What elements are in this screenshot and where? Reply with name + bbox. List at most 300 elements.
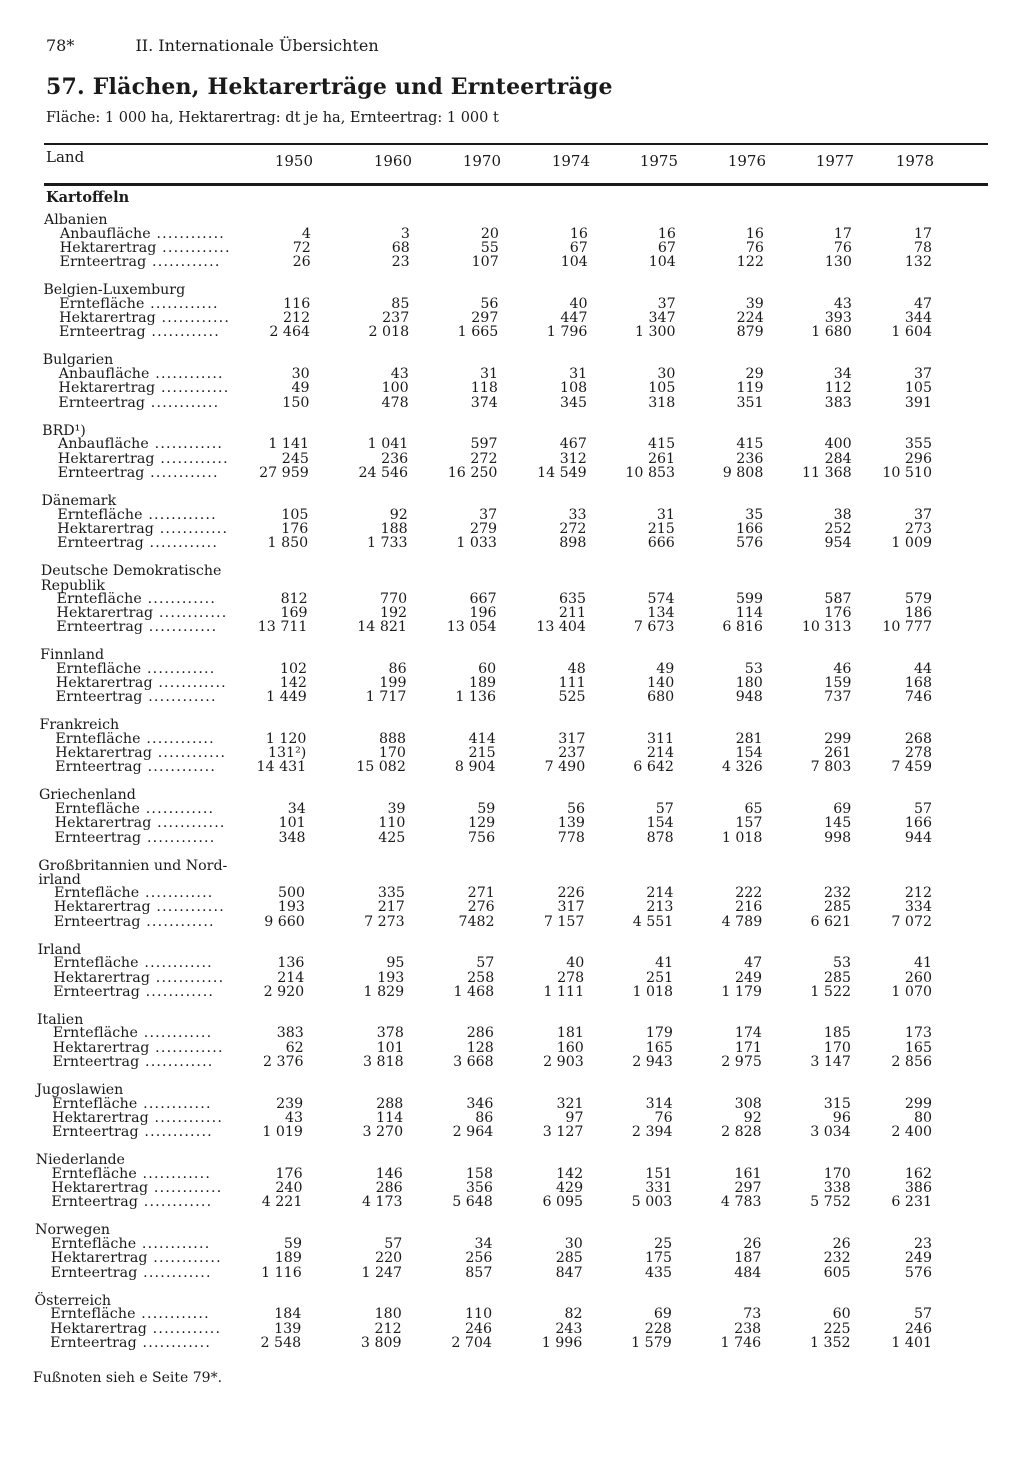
- table-cell: 102: [279, 660, 308, 677]
- table-cell: 500: [277, 885, 306, 902]
- leader-dots: ............: [148, 436, 224, 453]
- table-cell: 1 796: [546, 324, 588, 341]
- leader-dots: ............: [142, 689, 217, 706]
- measure-label-text: Erntefläche: [56, 660, 142, 677]
- table-cell: 110: [465, 1306, 493, 1323]
- year-column-header: 1975: [639, 152, 678, 170]
- country-name: Griechenland: [38, 787, 136, 804]
- table-cell: 37: [657, 295, 676, 312]
- table-cell: 151: [645, 1165, 673, 1182]
- leader-dots: ............: [136, 1165, 212, 1182]
- table-cell: 175: [644, 1250, 673, 1267]
- table-cell: 131²): [267, 745, 307, 762]
- measure-label-text: Hektarertrag: [59, 239, 157, 256]
- table-cell: 7 673: [633, 618, 675, 635]
- table-row: [0, 985, 1024, 1000]
- units-line: Fläche: 1 000 ha, Hektarertrag: dt je ha, Ernteertrag: 1 000 t: [46, 110, 499, 126]
- table-cell: 6 231: [891, 1194, 932, 1211]
- table-cell: 7 803: [810, 759, 852, 776]
- table-cell: 478: [381, 394, 409, 411]
- table-cell: 107: [471, 254, 499, 271]
- leader-dots: ............: [156, 239, 231, 256]
- table-cell: 60: [832, 1306, 851, 1323]
- table-cell: 114: [735, 604, 763, 621]
- table-cell: 176: [824, 604, 852, 621]
- table-cell: 196: [469, 604, 497, 621]
- table-cell: 2 548: [260, 1334, 302, 1351]
- leader-dots: ............: [149, 366, 224, 383]
- table-cell: 2 704: [451, 1334, 492, 1351]
- table-cell: 67: [569, 239, 588, 256]
- table-cell: 31: [656, 506, 675, 523]
- table-cell: 165: [904, 1039, 932, 1056]
- table-cell: 345: [559, 394, 588, 411]
- measure-label-text: Ernteertrag: [50, 1264, 138, 1281]
- table-cell: 1 680: [811, 324, 852, 341]
- measure-label-text: Ernteertrag: [57, 535, 144, 552]
- table-cell: 39: [387, 801, 406, 818]
- table-cell: 311: [646, 730, 675, 747]
- table-cell: 189: [274, 1250, 302, 1267]
- table-cell: 1 179: [721, 983, 763, 1000]
- table-cell: 165: [645, 1039, 673, 1056]
- country-name: Österreich: [34, 1292, 112, 1309]
- table-cell: 69: [833, 801, 852, 818]
- table-cell: 348: [278, 829, 306, 846]
- table-row: [0, 690, 1024, 705]
- measure-label: [52, 1125, 213, 1140]
- leader-dots: ............: [143, 535, 219, 552]
- table-cell: 251: [646, 969, 674, 986]
- table-cell: 272: [559, 520, 587, 537]
- leader-dots: ............: [141, 759, 217, 776]
- table-cell: 166: [904, 815, 932, 832]
- table-cell: 7 072: [891, 913, 932, 930]
- table-cell: 435: [644, 1264, 673, 1281]
- table-cell: 7482: [458, 913, 495, 930]
- country-name: Norwegen: [35, 1222, 111, 1239]
- table-cell: 232: [823, 1250, 851, 1267]
- table-cell: 212: [283, 310, 311, 327]
- table-cell: 391: [904, 394, 932, 411]
- country-name: Finnland: [40, 646, 105, 663]
- table-cell: 667: [469, 590, 497, 607]
- measure-label-text: Hektarertrag: [57, 450, 155, 467]
- table-cell: 5 648: [452, 1194, 493, 1211]
- table-cell: 140: [647, 674, 675, 691]
- measure-label-text: Hektarertrag: [59, 310, 156, 327]
- country-name: Frankreich: [39, 717, 120, 734]
- table-cell: 378: [376, 1025, 404, 1042]
- table-row: [0, 915, 1024, 930]
- table-cell: 130: [824, 254, 852, 271]
- table-cell: 232: [824, 885, 852, 902]
- table-cell: 3 818: [363, 1053, 404, 1070]
- table-cell: 243: [555, 1320, 583, 1337]
- table-cell: 346: [466, 1095, 494, 1112]
- measure-label-text: Hektarertrag: [56, 604, 154, 621]
- measure-label-text: Erntefläche: [52, 1025, 139, 1042]
- measure-label: [53, 1055, 214, 1070]
- table-cell: 170: [378, 745, 406, 762]
- leader-dots: ............: [148, 1180, 223, 1197]
- table-cell: 3 809: [360, 1334, 402, 1351]
- table-cell: 312: [559, 450, 587, 467]
- table-row: [0, 1336, 1024, 1351]
- table-cell: 215: [647, 520, 675, 537]
- leader-dots: ............: [142, 506, 217, 523]
- table-cell: 605: [823, 1264, 851, 1281]
- measure-label-text: Erntefläche: [52, 1095, 138, 1112]
- measure-label-text: Ernteertrag: [55, 759, 142, 776]
- table-cell: 261: [824, 745, 852, 762]
- table-cell: 150: [282, 394, 310, 411]
- table-cell: 746: [904, 689, 932, 706]
- measure-label-text: Hektarertrag: [55, 745, 153, 762]
- table-cell: 2 856: [891, 1053, 932, 1070]
- table-cell: 16: [569, 225, 588, 242]
- table-cell: 525: [558, 689, 586, 706]
- table-cell: 217: [377, 899, 405, 916]
- table-cell: 69: [653, 1306, 672, 1323]
- table-cell: 238: [734, 1320, 762, 1337]
- table-cell: 189: [468, 674, 497, 691]
- table-cell: 258: [467, 969, 495, 986]
- table-cell: 2 964: [452, 1124, 494, 1141]
- table-cell: 228: [644, 1320, 672, 1337]
- table-cell: 10 777: [882, 618, 932, 635]
- country-name: Dänemark: [41, 492, 117, 509]
- table-cell: 1 746: [720, 1334, 762, 1351]
- table-cell: 180: [735, 674, 763, 691]
- table-cell: 954: [824, 535, 852, 552]
- table-cell: 37: [479, 506, 498, 523]
- country-name: Italien: [36, 1011, 84, 1028]
- table-cell: 57: [476, 955, 495, 972]
- table-cell: 2 018: [368, 324, 410, 341]
- measure-label-text: Hektarertrag: [52, 1109, 149, 1126]
- table-cell: 1 579: [631, 1334, 672, 1351]
- table-cell: 104: [648, 254, 676, 271]
- table-cell: 576: [904, 1264, 932, 1281]
- measure-label-text: Hektarertrag: [50, 1320, 147, 1337]
- table-cell: 7 273: [364, 913, 405, 930]
- leader-dots: ............: [136, 1236, 211, 1253]
- leader-dots: ............: [149, 1039, 224, 1056]
- table-cell: 888: [378, 730, 407, 747]
- measure-label: [51, 1195, 212, 1210]
- leader-dots: ............: [140, 801, 215, 818]
- table-cell: 1 070: [891, 983, 932, 1000]
- table-cell: 3: [400, 225, 410, 242]
- table-cell: 154: [646, 815, 674, 832]
- table-cell: 249: [904, 1250, 932, 1267]
- table-row: [0, 466, 1024, 481]
- table-cell: 162: [904, 1165, 932, 1182]
- table-cell: 59: [283, 1236, 302, 1253]
- measure-label: [51, 1266, 212, 1281]
- table-cell: 414: [468, 730, 496, 747]
- leader-dots: ............: [137, 1095, 212, 1112]
- table-cell: 260: [904, 969, 932, 986]
- leader-dots: ............: [139, 1053, 214, 1070]
- table-cell: 57: [913, 801, 932, 818]
- leader-dots: ............: [155, 310, 231, 327]
- country-name: Großbritannien und Nord- irland: [38, 857, 228, 889]
- table-cell: 72: [292, 239, 311, 256]
- measure-label-text: Hektarertrag: [52, 1039, 150, 1056]
- table-cell: 82: [564, 1306, 583, 1323]
- table-cell: 331: [645, 1180, 673, 1197]
- table-cell: 30: [291, 366, 310, 383]
- table-cell: 383: [276, 1025, 304, 1042]
- table-cell: 1 468: [453, 983, 495, 1000]
- table-cell: 86: [388, 660, 407, 677]
- table-cell: 2 828: [721, 1124, 762, 1141]
- table-cell: 187: [734, 1250, 762, 1267]
- table-cell: 1 041: [367, 436, 409, 453]
- leader-dots: ............: [146, 254, 221, 271]
- table-cell: 1 829: [363, 983, 405, 1000]
- table-cell: 14 549: [537, 464, 587, 481]
- table-cell: 92: [743, 1109, 762, 1126]
- measure-label-text: Erntefläche: [55, 730, 141, 747]
- table-cell: 10 853: [625, 464, 676, 481]
- table-cell: 23: [391, 254, 410, 271]
- measure-label-text: Erntefläche: [50, 1236, 137, 1253]
- leader-dots: ............: [141, 590, 217, 607]
- table-cell: 6 095: [542, 1194, 584, 1211]
- table-cell: 447: [560, 310, 588, 327]
- measure-label-text: Erntefläche: [53, 955, 139, 972]
- measure-label-text: Hektarertrag: [54, 815, 152, 832]
- table-cell: 1 033: [456, 535, 497, 552]
- measure-label-text: Ernteertrag: [52, 1053, 140, 1070]
- leader-dots: ............: [140, 913, 215, 930]
- table-cell: 56: [566, 801, 586, 818]
- table-cell: 185: [823, 1025, 851, 1042]
- table-cell: 2 943: [632, 1053, 673, 1070]
- table-cell: 26: [832, 1236, 851, 1253]
- table-cell: 635: [559, 590, 587, 607]
- table-cell: 181: [556, 1025, 584, 1042]
- table-cell: 857: [465, 1264, 493, 1281]
- table-cell: 78: [913, 239, 932, 256]
- table-cell: 114: [376, 1109, 404, 1126]
- leader-dots: ............: [144, 464, 219, 481]
- table-cell: 199: [379, 674, 407, 691]
- table-cell: 281: [735, 730, 763, 747]
- table-cell: 192: [379, 604, 408, 621]
- measure-label: [59, 325, 220, 340]
- table-cell: 5 752: [810, 1194, 851, 1211]
- measure-label-text: Erntefläche: [59, 295, 145, 312]
- year-column-header: 1978: [895, 152, 934, 170]
- leader-dots: ............: [150, 225, 225, 242]
- table-cell: 1 352: [809, 1334, 851, 1351]
- table-cell: 100: [381, 380, 409, 397]
- measure-label: [54, 915, 215, 930]
- table-cell: 338: [823, 1180, 851, 1197]
- country-name: Deutsche Demokratische Republik: [40, 563, 222, 594]
- table-cell: 101: [376, 1039, 404, 1056]
- table-cell: 2 400: [891, 1124, 932, 1141]
- table-cell: 31: [479, 366, 499, 383]
- table-cell: 62: [285, 1039, 304, 1056]
- table-cell: 3 668: [453, 1053, 494, 1070]
- table-cell: 216: [735, 899, 763, 916]
- table-cell: 2 975: [721, 1053, 762, 1070]
- table-row: [0, 1055, 1024, 1070]
- table-cell: 122: [736, 254, 764, 271]
- table-cell: 13 054: [446, 618, 497, 635]
- table-cell: 108: [560, 380, 588, 397]
- table-cell: 318: [648, 394, 676, 411]
- table-cell: 261: [648, 450, 676, 467]
- table-cell: 139: [557, 815, 585, 832]
- table-cell: 1 247: [361, 1264, 403, 1281]
- table-cell: 5 003: [631, 1194, 673, 1211]
- table-cell: 145: [824, 815, 852, 832]
- measure-label-text: Ernteertrag: [51, 1194, 139, 1211]
- table-cell: 211: [558, 604, 587, 621]
- table-cell: 278: [557, 969, 585, 986]
- table-cell: 34: [474, 1236, 493, 1253]
- table-cell: 101: [278, 815, 306, 832]
- table-row: [0, 620, 1024, 635]
- table-cell: 214: [646, 885, 674, 902]
- table-cell: 237: [382, 310, 410, 327]
- table-cell: 67: [657, 239, 676, 256]
- table-cell: 383: [824, 394, 852, 411]
- leader-dots: ............: [151, 815, 226, 832]
- table-cell: 85: [391, 295, 410, 312]
- table-cell: 296: [904, 450, 932, 467]
- measure-label-text: Ernteertrag: [53, 913, 141, 930]
- table-cell: 26: [743, 1236, 762, 1253]
- table-cell: 34: [833, 366, 852, 383]
- table-cell: 176: [281, 520, 309, 537]
- table-cell: 4 173: [361, 1194, 403, 1211]
- table-cell: 3 147: [810, 1053, 851, 1070]
- table-cell: 53: [833, 955, 852, 972]
- leader-dots: ............: [139, 983, 215, 1000]
- measure-label: [56, 690, 217, 705]
- table-cell: 315: [823, 1095, 851, 1112]
- table-cell: 184: [274, 1306, 302, 1323]
- table-cell: 119: [736, 380, 764, 397]
- table-cell: 425: [378, 829, 406, 846]
- measure-label-text: Anbaufläche: [59, 225, 151, 242]
- table-cell: 355: [904, 436, 932, 453]
- measure-label: [50, 1336, 211, 1351]
- country-name: Bulgarien: [42, 352, 114, 369]
- table-cell: 166: [736, 520, 764, 537]
- table-cell: 286: [375, 1180, 403, 1197]
- table-cell: 225: [823, 1320, 851, 1337]
- table-cell: 105: [281, 506, 309, 523]
- measure-label-text: Anbaufläche: [58, 436, 149, 453]
- table-cell: 80: [913, 1109, 932, 1126]
- table-cell: 224: [736, 310, 764, 327]
- table-cell: 139: [274, 1320, 302, 1337]
- table-cell: 344: [904, 310, 932, 327]
- table-cell: 76: [745, 239, 764, 256]
- country-name: Irland: [37, 941, 82, 958]
- table-cell: 1 018: [721, 829, 763, 846]
- table-cell: 812: [280, 590, 308, 607]
- table-cell: 279: [469, 520, 498, 537]
- table-cell: 27 959: [259, 464, 309, 481]
- year-column-header: 1977: [815, 152, 854, 170]
- table-cell: 4 221: [261, 1194, 303, 1211]
- table-cell: 214: [646, 745, 674, 762]
- table-cell: 272: [470, 450, 498, 467]
- leader-dots: ............: [148, 1109, 224, 1126]
- table-cell: 240: [275, 1180, 303, 1197]
- table-cell: 96: [832, 1109, 851, 1126]
- table-cell: 297: [734, 1180, 762, 1197]
- leader-dots: ............: [155, 380, 230, 397]
- table-cell: 37: [913, 366, 932, 383]
- table-cell: 347: [648, 310, 676, 327]
- table-cell: 76: [654, 1109, 673, 1126]
- table-cell: 13 711: [257, 618, 308, 635]
- table-cell: 8 904: [454, 759, 496, 776]
- table-cell: 579: [904, 590, 932, 607]
- table-cell: 429: [556, 1180, 584, 1197]
- table-cell: 173: [904, 1025, 932, 1042]
- country-name: Belgien-Luxemburg: [43, 282, 186, 299]
- table-cell: 284: [824, 450, 852, 467]
- table-cell: 170: [823, 1165, 851, 1182]
- table-cell: 285: [555, 1250, 583, 1267]
- table-cell: 998: [824, 829, 852, 846]
- measure-label-text: Ernteertrag: [53, 983, 140, 1000]
- table-cell: 43: [390, 366, 409, 383]
- table-cell: 39: [745, 295, 764, 312]
- table-cell: 335: [377, 885, 405, 902]
- table-cell: 68: [391, 239, 410, 256]
- table-cell: 146: [375, 1165, 403, 1182]
- table-cell: 37: [913, 506, 932, 523]
- table-row: [0, 760, 1024, 775]
- table-cell: 314: [645, 1095, 673, 1112]
- measure-label-text: Hektarertrag: [50, 1250, 148, 1267]
- table-cell: 299: [904, 1095, 932, 1112]
- table-cell: 3 127: [542, 1124, 584, 1141]
- leader-dots: ............: [145, 324, 220, 341]
- table-cell: 321: [556, 1095, 584, 1112]
- table-cell: 1 604: [891, 324, 932, 341]
- measure-label: [57, 536, 218, 551]
- table-cell: 13 404: [536, 618, 586, 635]
- table-cell: 778: [557, 829, 585, 846]
- table-cell: 1 111: [543, 983, 585, 1000]
- table-cell: 161: [734, 1165, 762, 1182]
- table-cell: 756: [468, 829, 496, 846]
- land-column-header: Land: [46, 148, 85, 166]
- table-cell: 1 522: [810, 983, 852, 1000]
- table-cell: 132: [904, 254, 932, 271]
- table-cell: 23: [913, 1236, 932, 1253]
- table-cell: 186: [904, 604, 932, 621]
- table-cell: 129: [468, 815, 496, 832]
- table-cell: 53: [744, 660, 763, 677]
- table-cell: 215: [468, 745, 496, 762]
- table-cell: 112: [824, 380, 852, 397]
- measure-label: [55, 831, 216, 846]
